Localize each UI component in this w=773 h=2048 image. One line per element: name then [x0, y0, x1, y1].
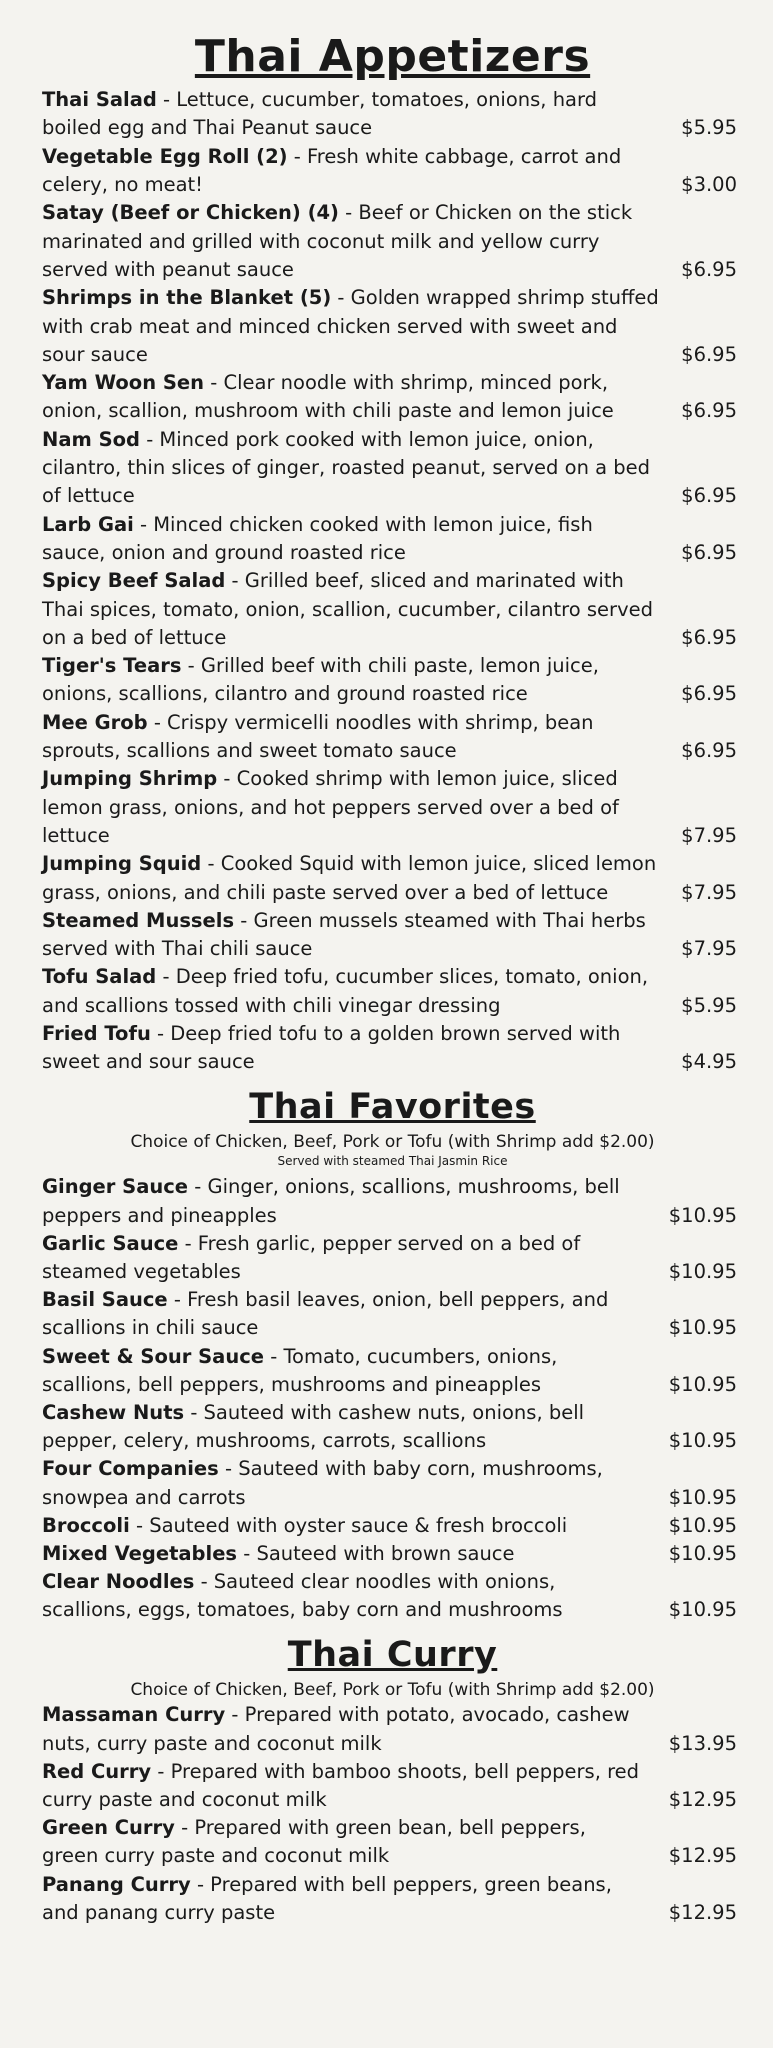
menu-item: [42, 709, 743, 766]
item-name: Spicy Beef Salad: [42, 569, 226, 593]
appetizers-list: [42, 86, 743, 1076]
item-description: - Clear noodle with shrimp, minced pork, onion, scallion, mushroom with chili paste and lemon juice: [42, 371, 614, 423]
item-description: - Deep fried tofu to a golden brown served with sweet and sour sauce: [42, 1021, 621, 1074]
item-description: - Fresh white cabbage, carrot and celery, no meat!: [42, 144, 622, 197]
section-subtitle: Choice of Chicken, Beef, Pork or Tofu (with Shrimp add $2.00): [130, 1132, 655, 1153]
item-name: Four Companies: [42, 1457, 219, 1481]
item-price: $10.95: [668, 1316, 737, 1340]
item-name: Sweet & Sour Sauce: [42, 1344, 265, 1368]
item-description: - Crispy vermicelli noodles with shrimp, bean sprouts, scallions and sweet tomato sauce: [42, 710, 594, 763]
item-price: $6.95: [681, 257, 737, 281]
item-price: $6.95: [681, 484, 737, 508]
item-name: Larb Gai: [42, 512, 134, 536]
item-price: $6.95: [681, 739, 737, 763]
item-description: - Fresh garlic, pepper served on a bed of steamed vegetables: [42, 1231, 581, 1283]
item-description: - Minced chicken cooked with lemon juice, fish sauce, onion and ground roasted rice: [42, 512, 593, 564]
item-price: $6.95: [681, 540, 737, 564]
menu-item: [42, 284, 743, 369]
item-name: Red Curry: [42, 1759, 152, 1783]
menu-item: [42, 426, 743, 511]
item-price: $7.95: [681, 823, 737, 847]
item-price: $10.95: [668, 1541, 737, 1565]
section-curry: [42, 1634, 743, 1927]
item-description: - Sauteed clear noodles with onions, scallions, eggs, tomatoes, baby corn and mushrooms: [42, 1570, 563, 1622]
item-price: $12.95: [668, 1844, 737, 1868]
menu-item: [42, 199, 743, 284]
item-name: Basil Sauce: [42, 1288, 168, 1312]
item-description: - Lettuce, cucumber, tomatoes, onions, hard boiled egg and Thai Peanut sauce: [42, 88, 598, 140]
menu-item: [42, 850, 743, 907]
item-name: Garlic Sauce: [42, 1231, 179, 1255]
menu-item: [42, 1568, 743, 1624]
menu-item: [42, 1343, 743, 1399]
item-price: $13.95: [668, 1731, 737, 1755]
section-appetizers: [42, 31, 743, 1077]
item-name: Jumping Squid: [42, 852, 202, 876]
item-name: Fried Tofu: [42, 1021, 151, 1045]
item-name: Nam Sod: [42, 427, 140, 451]
item-description: - Grilled beef with chili paste, lemon juice, onions, scallions, cilantro and ground roasted rice: [42, 654, 599, 706]
section-note: Served with steamed Thai Jasmin Rice: [277, 1154, 508, 1169]
item-price: $6.95: [681, 625, 737, 649]
menu-item: [42, 1758, 743, 1814]
item-name: Tiger's Tears: [42, 654, 182, 678]
item-price: $3.00: [681, 173, 737, 197]
item-price: $10.95: [668, 1203, 737, 1227]
menu-item: [42, 1173, 743, 1229]
item-price: $12.95: [668, 1787, 737, 1811]
item-name: Cashew Nuts: [42, 1400, 185, 1424]
item-description: - Green mussels steamed with Thai herbs served with Thai chili sauce: [42, 908, 646, 961]
item-name: Clear Noodles: [42, 1570, 195, 1594]
curry-list: [42, 1701, 743, 1927]
item-description: - Prepared with bamboo shoots, bell peppers, red curry paste and coconut milk: [42, 1759, 640, 1811]
item-description: - Tomato, cucumbers, onions, scallions, bell peppers, mushrooms and pineapples: [42, 1344, 558, 1396]
item-description: - Fresh basil leaves, onion, bell peppers, and scallions in chili sauce: [42, 1288, 609, 1340]
section-title-appetizers: Thai Appetizers: [194, 31, 591, 82]
item-description: - Sauteed with cashew nuts, onions, bell pepper, celery, mushrooms, carrots, scallions: [42, 1400, 585, 1453]
item-description: - Minced pork cooked with lemon juice, onion, cilantro, thin slices of ginger, roasted peanut, served on a bed of lettuce: [42, 427, 651, 508]
item-description: - Prepared with potato, avocado, cashew nuts, curry paste and coconut milk: [42, 1703, 630, 1755]
menu-item: [42, 1512, 743, 1540]
menu-item: [42, 1814, 743, 1870]
section-favorites: [42, 1086, 743, 1625]
item-name: Panang Curry: [42, 1872, 191, 1896]
item-name: Thai Salad: [42, 88, 157, 112]
menu-item: [42, 1286, 743, 1342]
menu-item: [42, 567, 743, 652]
item-name: Steamed Mussels: [42, 908, 235, 932]
menu-item: [42, 1020, 743, 1077]
item-price: $4.95: [681, 1050, 737, 1074]
item-price: $6.95: [681, 399, 737, 423]
item-price: $10.95: [668, 1513, 737, 1537]
item-name: Satay (Beef or Chicken) (4): [42, 201, 339, 225]
item-price: $7.95: [681, 880, 737, 904]
item-price: $5.95: [681, 116, 737, 140]
menu-item: [42, 1701, 743, 1757]
item-description: - Golden wrapped shrimp stuffed with crab meat and minced chicken served with sweet and sour sauce: [42, 286, 659, 366]
favorites-list: [42, 1173, 743, 1624]
item-name: Yam Woon Sen: [42, 371, 205, 395]
menu-item: [42, 963, 743, 1020]
item-name: Massaman Curry: [42, 1703, 226, 1727]
item-name: Jumping Shrimp: [42, 767, 218, 791]
item-description: - Cooked Squid with lemon juice, sliced lemon grass, onions, and chili paste served over a bed of lettuce: [42, 852, 657, 904]
item-description: - Grilled beef, sliced and marinated with Thai spices, tomato, onion, scallion, cucumber, cilantro served on a bed of lettuce: [42, 569, 653, 649]
item-price: $12.95: [668, 1900, 737, 1924]
item-price: $5.95: [681, 993, 737, 1017]
item-name: Mixed Vegetables: [42, 1541, 238, 1565]
item-name: Ginger Sauce: [42, 1175, 189, 1199]
menu-item: [42, 1871, 743, 1927]
item-description: - Beef or Chicken on the stick marinated and grilled with coconut milk and yellow curry served with peanut sauce: [42, 201, 633, 281]
item-name: Broccoli: [42, 1513, 130, 1537]
item-price: $10.95: [668, 1429, 737, 1453]
section-title-favorites: Thai Favorites: [249, 1086, 536, 1127]
item-price: $10.95: [668, 1259, 737, 1283]
item-price: $6.95: [681, 342, 737, 366]
item-description: - Deep fried tofu, cucumber slices, tomato, onion, and scallions tossed with chili vinegar dressing: [42, 965, 649, 1017]
item-description: - Sauteed with baby corn, mushrooms, snowpea and carrots: [42, 1457, 603, 1509]
item-description: - Cooked shrimp with lemon juice, sliced lemon grass, onions, and hot peppers served over a bed of lettuce: [42, 767, 619, 847]
menu-item: [42, 143, 743, 200]
menu-item: [42, 511, 743, 568]
section-subtitle: Choice of Chicken, Beef, Pork or Tofu (with Shrimp add $2.00): [130, 1680, 655, 1701]
item-price: $10.95: [668, 1485, 737, 1509]
item-description: - Sauteed with oyster sauce & fresh broccoli: [129, 1513, 568, 1537]
menu-item: [42, 1230, 743, 1286]
menu-item: [42, 1399, 743, 1455]
menu-item: [42, 86, 743, 143]
menu-item: [42, 765, 743, 850]
item-description: - Prepared with green bean, bell peppers, green curry paste and coconut milk: [42, 1816, 586, 1868]
item-name: Tofu Salad: [42, 965, 157, 989]
menu-item: [42, 907, 743, 964]
menu-item: [42, 1455, 743, 1511]
item-description: - Prepared with bell peppers, green beans, and panang curry paste: [42, 1872, 612, 1924]
menu-item: [42, 1540, 743, 1568]
item-name: Vegetable Egg Roll (2): [42, 144, 288, 168]
menu-item: [42, 652, 743, 709]
item-name: Shrimps in the Blanket (5): [42, 286, 332, 310]
item-name: Green Curry: [42, 1816, 175, 1840]
item-description: - Ginger, onions, scallions, mushrooms, bell peppers and pineapples: [42, 1175, 620, 1227]
section-title-curry: Thai Curry: [287, 1634, 498, 1675]
item-description: - Sauteed with brown sauce: [237, 1541, 515, 1565]
menu-item: [42, 369, 743, 426]
item-price: $10.95: [668, 1372, 737, 1396]
item-price: $6.95: [681, 682, 737, 706]
item-name: Mee Grob: [42, 710, 148, 734]
item-price: $10.95: [668, 1598, 737, 1622]
item-price: $7.95: [681, 937, 737, 961]
